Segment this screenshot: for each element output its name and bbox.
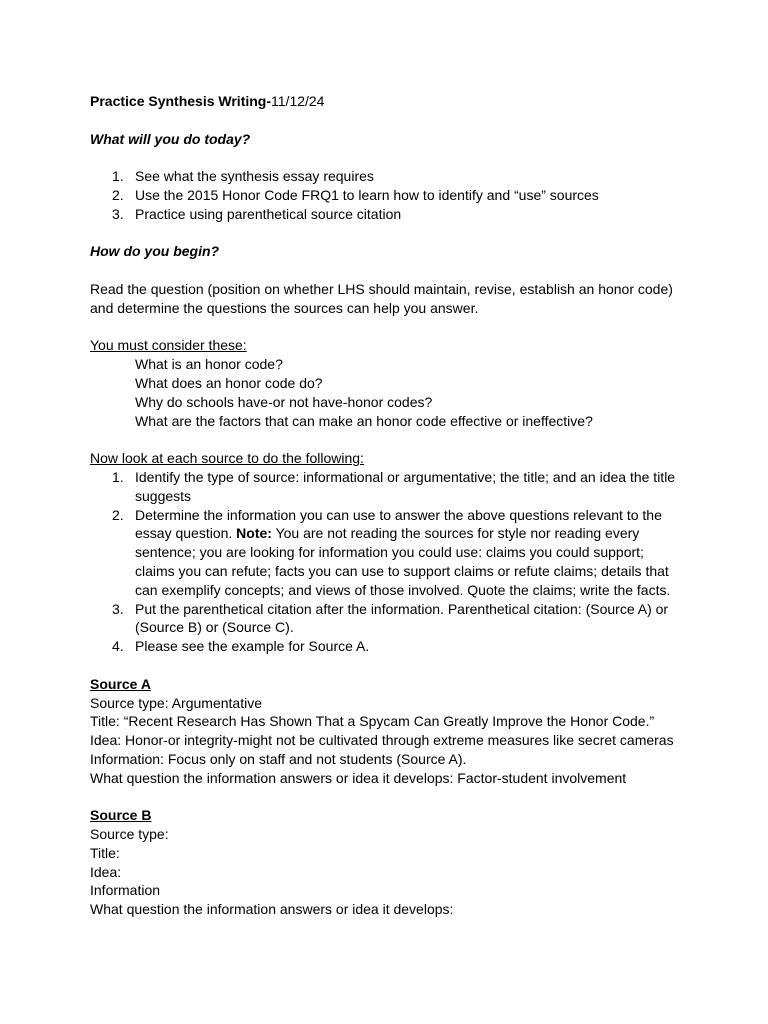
source-b-line: Title: bbox=[90, 844, 120, 861]
title-text: Practice Synthesis Writing- bbox=[90, 93, 272, 109]
source-a-line: Title: “Recent Research Has Shown That a Spycam Can Greatly Improve the Honor Code.” bbox=[90, 713, 655, 730]
source-b-line: Source type: bbox=[90, 826, 169, 843]
list-item: 2. Determine the information you can use to answer the above questions relevant to the essay question. Note: You are not reading the sources for style nor reading every sentence; you are looking for information you could use: claims you could support; claims you can refute; facts you can use to support claims or refute claims; details that can exemplify concepts; and views of those involved. Quote the claims; write the facts. bbox=[112, 506, 671, 598]
source-a-line: Information: Focus only on staff and not students (Source A). bbox=[90, 750, 467, 767]
begin-paragraph-line: and determine the questions the sources can help you answer. bbox=[90, 299, 479, 316]
steps-heading: Now look at each source to do the following: bbox=[90, 450, 364, 467]
consider-question: What does an honor code do? bbox=[135, 374, 323, 391]
source-a-line: Idea: Honor-or integrity-might not be cultivated through extreme measures like secret cameras bbox=[90, 732, 674, 749]
list-item: 3. Practice using parenthetical source citation bbox=[112, 205, 402, 222]
title-date: 11/12/24 bbox=[271, 93, 325, 109]
source-a-line: What question the information answers or idea it develops: Factor-student involvement bbox=[90, 769, 627, 786]
document-title bbox=[90, 92, 690, 111]
list-item: 4. Please see the example for Source A. bbox=[112, 638, 370, 655]
begin-paragraph-line: Read the question (position on whether LHS should maintain, revise, establish an honor code) bbox=[90, 280, 673, 297]
list-item: 2. Use the 2015 Honor Code FRQ1 to learn how to identify and “use” sources bbox=[112, 186, 599, 203]
list-item: 1. Identify the type of source: informational or argumentative; the title; and an idea the title suggests bbox=[112, 468, 676, 504]
source-a-line: Source type: Argumentative bbox=[90, 694, 262, 711]
consider-question: Why do schools have-or not have-honor codes? bbox=[135, 393, 433, 410]
source-b-line: Information bbox=[90, 882, 161, 899]
consider-heading: You must consider these: bbox=[90, 337, 247, 354]
source-b-line: What question the information answers or idea it develops: bbox=[90, 901, 454, 918]
list-item: 1. See what the synthesis essay requires bbox=[112, 168, 374, 185]
begin-heading: How do you begin? bbox=[90, 243, 220, 260]
consider-question: What is an honor code? bbox=[135, 356, 283, 373]
document-page bbox=[90, 92, 690, 919]
today-list bbox=[90, 167, 690, 223]
today-heading: What will you do today? bbox=[90, 130, 251, 147]
list-item: 3. Put the parenthetical citation after the information. Parenthetical citation: (Source A) or (Source B) or (Source C). bbox=[112, 600, 669, 636]
source-a-heading: Source A bbox=[90, 675, 151, 692]
source-b-line: Idea: bbox=[90, 863, 122, 880]
consider-question: What are the factors that can make an honor code effective or ineffective? bbox=[135, 412, 593, 429]
steps-list bbox=[90, 468, 690, 656]
source-b-heading: Source B bbox=[90, 807, 152, 824]
